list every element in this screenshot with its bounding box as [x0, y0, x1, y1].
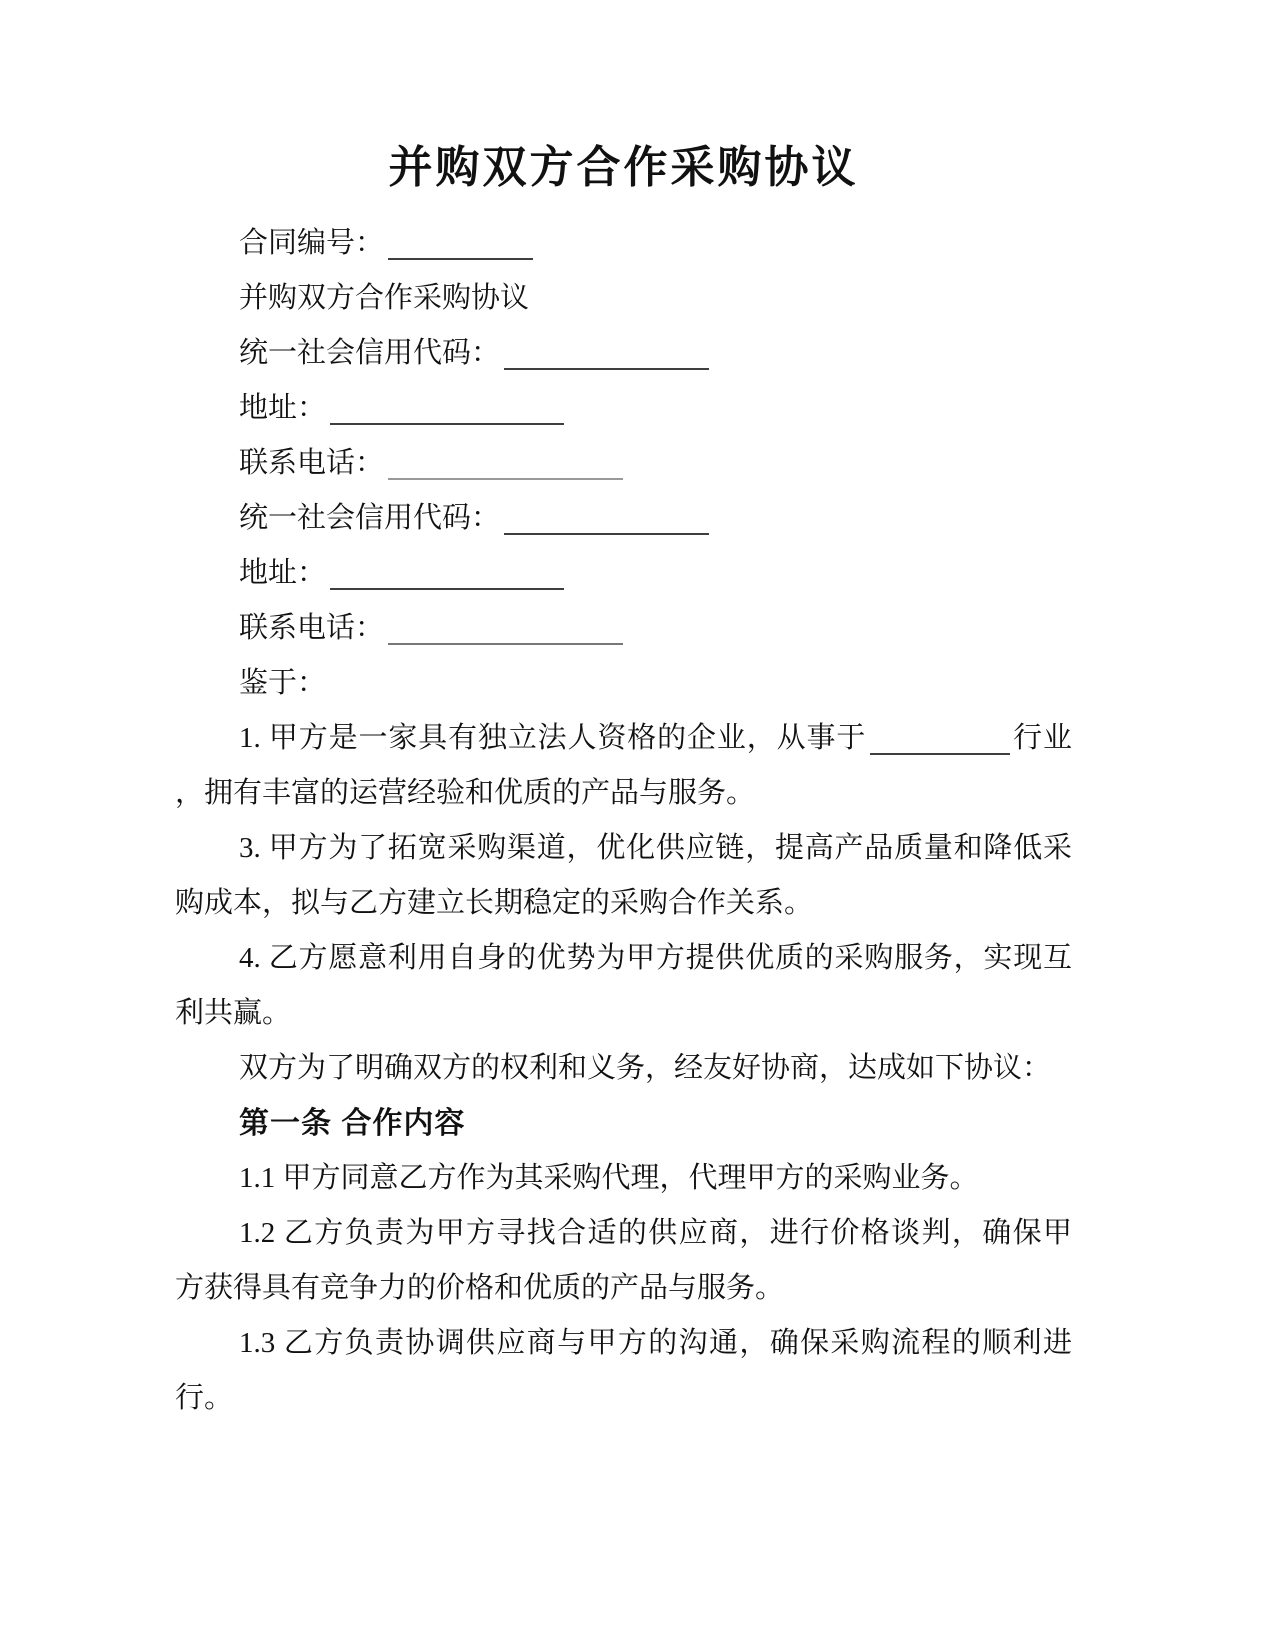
industry-blank-line	[870, 724, 1010, 755]
recital-1-text-after: 行业	[1012, 722, 1072, 754]
clause-1-2-line-1: 1.2 乙方负责为甲方寻找合适的供应商，进行价格谈判，确保甲	[239, 1217, 1072, 1249]
phone-label: 联系电话：	[239, 447, 385, 479]
section-1-heading: 第一条 合作内容	[239, 1107, 466, 1140]
phone-row-2	[175, 601, 1072, 656]
uscc-label: 统一社会信用代码：	[239, 337, 501, 369]
contract-no-blank-line	[388, 229, 533, 260]
uscc-label: 统一社会信用代码：	[239, 502, 501, 534]
recital-1-text-before: 1. 甲方是一家具有独立法人资格的企业，从事于	[239, 722, 867, 754]
address-row-1	[175, 381, 1072, 436]
phone-row-1	[175, 436, 1072, 491]
uscc-blank-line	[504, 339, 709, 370]
phone-blank-line	[388, 614, 623, 645]
recital-4-line-2: 利共赢。	[175, 997, 292, 1029]
address-row-2	[175, 546, 1072, 601]
recital-4-line-1: 4. 乙方愿意利用自身的优势为甲方提供优质的采购服务，实现互	[239, 942, 1072, 974]
clause-1-3-line-1: 1.3 乙方负责协调供应商与甲方的沟通，确保采购流程的顺利进	[239, 1327, 1072, 1359]
recital-1-line-1	[175, 711, 1072, 766]
whereas-line: 鉴于：	[239, 667, 327, 699]
address-label: 地址：	[239, 557, 327, 589]
recital-1-line-2: ，拥有丰富的运营经验和优质的产品与服务。	[175, 777, 756, 809]
clause-1-1-line: 1.1 甲方同意乙方作为其采购代理，代理甲方的采购业务。	[239, 1162, 979, 1194]
uscc-row-2	[175, 491, 1072, 546]
contract-no-row	[175, 216, 1072, 271]
phone-label: 联系电话：	[239, 612, 385, 644]
document-body	[175, 216, 1175, 1426]
subtitle-line: 并购双方合作采购协议	[239, 282, 530, 314]
address-label: 地址：	[239, 392, 327, 424]
clause-1-3-line-2: 行。	[175, 1382, 234, 1414]
recital-3-line-2: 购成本，拟与乙方建立长期稳定的采购合作关系。	[175, 887, 814, 919]
uscc-row-1	[175, 326, 1072, 381]
uscc-blank-line	[504, 504, 709, 535]
address-blank-line	[330, 559, 564, 590]
clause-1-2-line-2: 方获得具有竞争力的价格和优质的产品与服务。	[175, 1272, 785, 1304]
recital-3-line-1: 3. 甲方为了拓宽采购渠道，优化供应链，提高产品质量和降低采	[239, 832, 1072, 864]
address-blank-line	[330, 394, 564, 425]
contract-no-label: 合同编号：	[239, 227, 385, 259]
agreement-intro-line: 双方为了明确双方的权利和义务，经友好协商，达成如下协议：	[239, 1052, 1052, 1084]
document-title: 并购双方合作采购协议	[388, 143, 859, 192]
phone-blank-line	[388, 449, 623, 480]
